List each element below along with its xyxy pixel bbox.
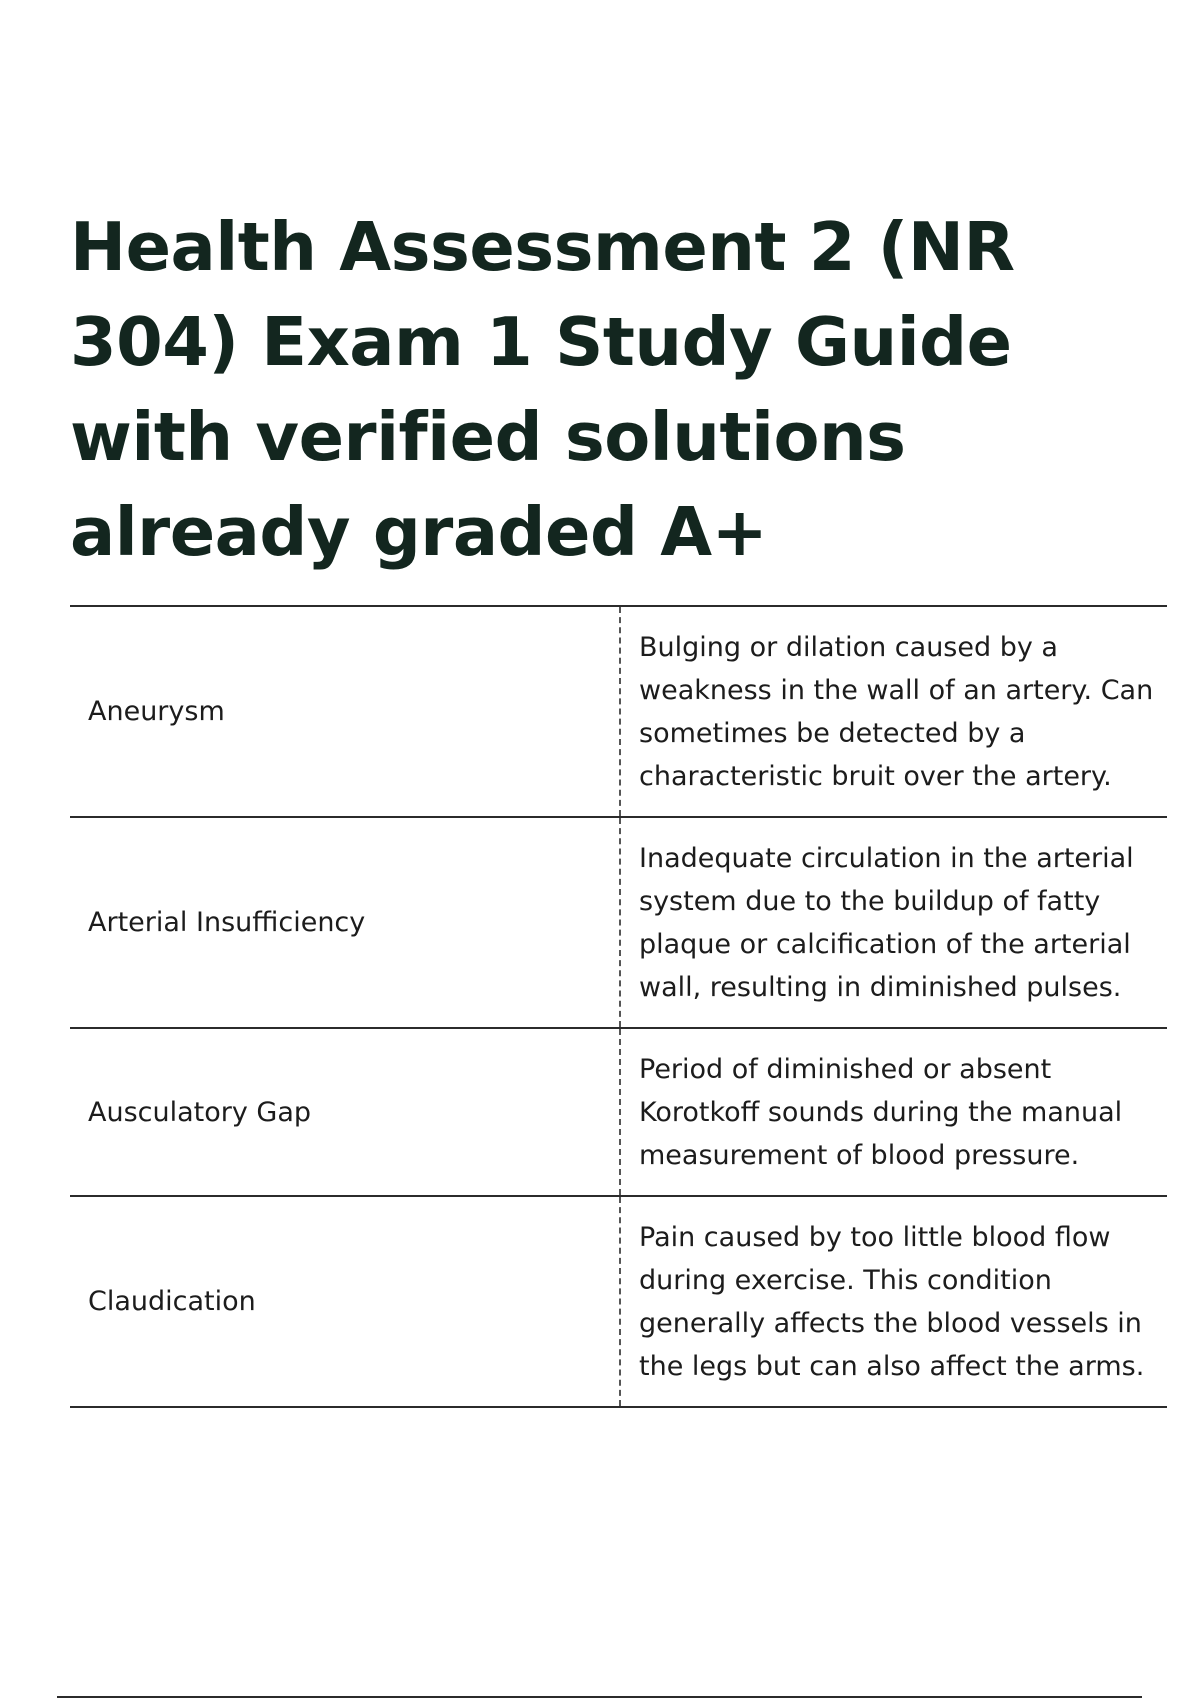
term-cell: Ausculatory Gap — [70, 1028, 620, 1196]
footer-divider — [57, 1696, 1142, 1698]
table-row — [70, 1028, 1167, 1196]
glossary-table — [70, 605, 1167, 1408]
page-title: Health Assessment 2 (NR 304) Exam 1 Study Guide with verified solutions already graded A+ — [70, 208, 1015, 571]
table-row — [70, 817, 1167, 1028]
term-cell: Claudication — [70, 1196, 620, 1407]
definition-cell: Pain caused by too little blood flow during exercise. This condition generally affects the blood vessels in the legs but can also affect the arms. — [620, 1196, 1167, 1407]
definition-cell: Inadequate circulation in the arterial system due to the buildup of fatty plaque or calcification of the arterial wall, resulting in diminished pulses. — [620, 817, 1167, 1028]
definition-cell: Bulging or dilation caused by a weakness in the wall of an artery. Can sometimes be detected by a characteristic bruit over the artery. — [620, 606, 1167, 817]
term-cell: Aneurysm — [70, 606, 620, 817]
table-row — [70, 606, 1167, 817]
table-row — [70, 1196, 1167, 1407]
term-cell: Arterial Insufficiency — [70, 817, 620, 1028]
definition-cell: Period of diminished or absent Korotkoff sounds during the manual measurement of blood pressure. — [620, 1028, 1167, 1196]
